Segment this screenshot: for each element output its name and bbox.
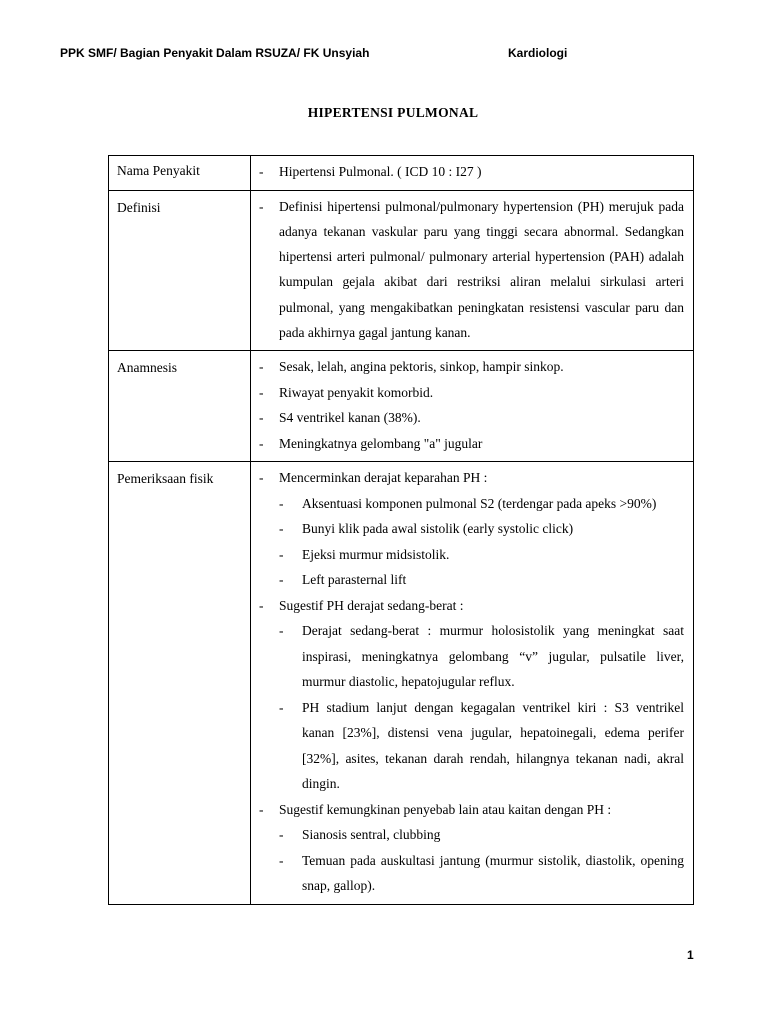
dash-bullet: - bbox=[279, 546, 284, 562]
item-text: Hipertensi Pulmonal. ( ICD 10 : I27 ) bbox=[279, 164, 482, 179]
sub-list-item bbox=[279, 822, 684, 848]
dash-bullet: - bbox=[279, 521, 284, 537]
dash-bullet: - bbox=[279, 699, 284, 715]
dash-bullet: - bbox=[279, 623, 284, 639]
header-department: Kardiologi bbox=[508, 46, 568, 60]
table-row bbox=[109, 462, 694, 905]
sub-list-item bbox=[279, 695, 684, 797]
table-row bbox=[109, 351, 694, 462]
item-text: Mencerminkan derajat keparahan PH : bbox=[279, 470, 488, 486]
item-text: Ejeksi murmur midsistolik. bbox=[302, 546, 450, 562]
row-content-cell bbox=[251, 156, 694, 191]
page-title: HIPERTENSI PULMONAL bbox=[307, 105, 479, 120]
page-number: 1 bbox=[687, 948, 694, 962]
list-item bbox=[259, 593, 684, 619]
row-label-cell bbox=[109, 351, 251, 462]
sub-list-item bbox=[279, 618, 684, 695]
item-text: Bunyi klik pada awal sistolik (early systolic click) bbox=[302, 521, 574, 537]
header-institution: PPK SMF/ Bagian Penyakit Dalam RSUZA/ FK Unsyiah bbox=[60, 46, 370, 60]
list-item bbox=[259, 431, 684, 457]
sub-list-item bbox=[279, 567, 684, 593]
row-content-cell bbox=[251, 462, 694, 905]
item-text: Aksentuasi komponen pulmonal S2 (terdengar pada apeks >90%) bbox=[302, 495, 657, 511]
sub-list-item bbox=[279, 516, 684, 542]
dash-bullet: - bbox=[279, 852, 284, 868]
item-text: Sugestif kemungkinan penyebab lain atau kaitan dengan PH : bbox=[279, 801, 612, 817]
dash-bullet: - bbox=[259, 359, 264, 375]
dash-bullet: - bbox=[259, 384, 264, 400]
item-text: Temuan pada auskultasi jantung (murmur sistolik, diastolik, opening snap, gallop). bbox=[302, 852, 684, 894]
item-text: PH stadium lanjut dengan kegagalan ventrikel kiri : S3 ventrikel kanan [23%], distensi vena jugular, hepatoinegali, edema perifer [32%], asites, tekanan darah rendah, hilangnya tekanan nadi, akral dingin. bbox=[302, 699, 684, 792]
dash-bullet: - bbox=[259, 164, 264, 179]
dash-bullet: - bbox=[259, 470, 264, 486]
dash-bullet: - bbox=[279, 827, 284, 843]
item-text: Sianosis sentral, clubbing bbox=[302, 827, 441, 843]
item-text: Sesak, lelah, angina pektoris, sinkop, hampir sinkop. bbox=[279, 359, 564, 375]
list-item bbox=[259, 354, 684, 380]
row-content-cell bbox=[251, 190, 694, 351]
item-text: Definisi hipertensi pulmonal/pulmonary hypertension (PH) merujuk pada adanya tekanan vaskular paru yang tinggi secara abnormal. Sedangkan hipertensi arteri pulmonal/ pulmonary arterial hypertension (PAH) adalah kumpulan gejala akibat dari restriksi aliran melalui sirkulasi arteri pulmonal, yang mengakibatkan peningkatan resistensi vascular paru dan pada akhirnya gagal jantung kanan. bbox=[279, 198, 684, 340]
item-text: Meningkatnya gelombang "a" jugular bbox=[279, 435, 483, 451]
list-item bbox=[259, 194, 684, 346]
row-label-cell bbox=[109, 190, 251, 351]
dash-bullet: - bbox=[279, 495, 284, 511]
dash-bullet: - bbox=[259, 198, 264, 214]
item-text: Derajat sedang-berat : murmur holosistolik yang meningkat saat inspirasi, meningkatnya gelombang “v” jugular, pulsatile liver, murmur diastolic, hepatojugular reflux. bbox=[302, 623, 684, 690]
dash-bullet: - bbox=[259, 597, 264, 613]
list-item bbox=[259, 159, 684, 185]
item-text: Sugestif PH derajat sedang-berat : bbox=[279, 597, 464, 613]
list-item bbox=[259, 465, 684, 491]
item-text: Left parasternal lift bbox=[302, 572, 407, 588]
item-text: S4 ventrikel kanan (38%). bbox=[279, 410, 421, 426]
row-label: Definisi bbox=[117, 199, 161, 215]
row-label: Anamnesis bbox=[117, 360, 177, 376]
ppk-table bbox=[108, 155, 694, 905]
sub-list-item bbox=[279, 542, 684, 568]
list-item bbox=[259, 797, 684, 823]
sub-list-item bbox=[279, 491, 684, 517]
list-item bbox=[259, 380, 684, 406]
item-text: Riwayat penyakit komorbid. bbox=[279, 384, 434, 400]
dash-bullet: - bbox=[259, 801, 264, 817]
dash-bullet: - bbox=[259, 410, 264, 426]
row-label-cell bbox=[109, 462, 251, 905]
dash-bullet: - bbox=[259, 435, 264, 451]
table-row bbox=[109, 190, 694, 351]
row-label: Nama Penyakit bbox=[117, 163, 200, 178]
row-content-cell bbox=[251, 351, 694, 462]
table-row bbox=[109, 156, 694, 191]
sub-list-item bbox=[279, 848, 684, 899]
row-label: Pemeriksaan fisik bbox=[117, 471, 214, 487]
dash-bullet: - bbox=[279, 572, 284, 588]
list-item bbox=[259, 405, 684, 431]
row-label-cell bbox=[109, 156, 251, 191]
